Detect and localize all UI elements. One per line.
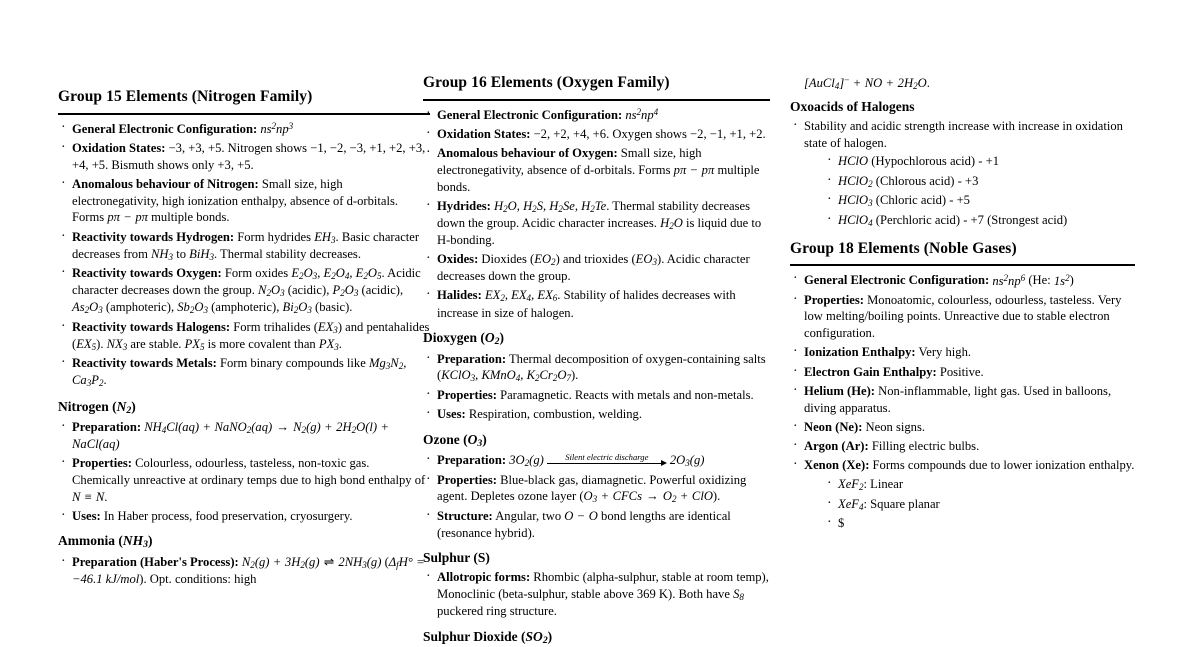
formula-haber-process: $N_2(g) + 3H_2(g)$ ⇌ $2NH_3(g)$ — [241, 554, 382, 570]
formula-ppi-bond: pπ − pπ — [107, 210, 148, 225]
list-item: · Electron Gain Enthalpy: Positive. — [790, 364, 1135, 381]
list-item — [824, 212, 1135, 229]
formula-ppi-bond-16: pπ − pπ — [673, 162, 715, 177]
formula-ozone-depletion: $O_3$ + CFCs → $O_2$ + ClO — [583, 489, 713, 505]
column-2 — [423, 0, 770, 646]
list-item: · Preparation: Thermal decomposition of oxygen-containing salts (KClO$_3$, KMnO$_4$, $K_2Cr_2O_7$). — [423, 351, 770, 385]
bullet-label: Argon (Ar): — [804, 439, 869, 454]
formula-oxygen-states: −2, −1, +1, +2 — [690, 126, 763, 141]
bullet-label: Reactivity towards Hydrogen: — [72, 229, 235, 244]
formula-hclo2: HClO$_2$ — [838, 173, 873, 189]
bullet-label: Properties: — [437, 387, 497, 402]
bullet-label: Uses: — [437, 407, 466, 422]
list-item: · Uses: Respiration, combustion, welding. — [423, 406, 770, 423]
bullet-label: Anomalous behaviour of Oxygen: — [437, 146, 618, 161]
list-item: · Reactivity towards Oxygen: Form oxides $E_2O_3$, $E_2O_4$, $E_2O_5$. Acidic character decreases down the group. $N_2O_3$ (acidic), $P_2O_3$ (acidic), $As_2O_3$ (amphoteric), $Sb_2O_3$ (amphoteric), $Bi_2O_3$ (basic). — [58, 265, 430, 316]
oxoacid-description: (Chloric acid) - +5 — [875, 193, 970, 208]
formula-xef2: XeF$_2$ — [838, 477, 864, 493]
formula-n2: $N_2$ — [116, 398, 132, 416]
formula-o2: $O_2$ — [484, 330, 500, 348]
formula-ex3: $EX_3$ — [317, 319, 338, 335]
subsection-heading-sulphur: Sulphur (S) — [423, 550, 490, 566]
bullet-label: Ionization Enthalpy: — [804, 345, 916, 360]
xenon-sub-list — [804, 476, 1135, 532]
formula-xef4: XeF$_4$ — [838, 496, 864, 512]
formula-eh3: $EH_3$ — [314, 229, 336, 245]
bullet-label: Oxidation States: — [437, 126, 531, 141]
list-item: · Allotropic forms: Rhombic (alpha-sulphur, stable at room temp), Monoclinic (beta-sulphur, stable above 369 K). Both have $S_8$ puckered ring structure. — [423, 569, 770, 620]
bullet-label: Preparation (Haber's Process): — [72, 554, 239, 569]
list-item: · Properties: Monoatomic, colourless, odourless, tasteless. Very low melting/boiling points. Unreactive due to stable electron configuration. — [790, 292, 1135, 342]
formula-nh3-title: $NH_3$ — [122, 533, 148, 551]
formula-general-config: $ns^2np^3$ — [260, 120, 294, 136]
formula-aucl4-fragment: [AuCl$_4$]− + NO + $2H_2O$ — [804, 75, 927, 92]
formula-he-config: $1s^2$ — [1053, 272, 1070, 288]
bullet-label: Oxidation States: — [72, 140, 166, 155]
list-item: · Halides: $EX_2$, $EX_4$, $EX_6$. Stability of halides decreases with increase in size of halogen. — [423, 287, 770, 321]
oxoacids-intro-text: Stability and acidic strength increase with increase in oxidation state of halogen. — [804, 119, 1123, 150]
list-item: · Preparation (Haber's Process): $N_2(g) + 3H_2(g)$ ⇌ $2NH_3(g) (\Delta_fH^\circ = -46.1$ kJ/mol). Opt. conditions: high — [58, 554, 430, 588]
list-item: · Properties: Colourless, odourless, tasteless, non-toxic gas. Chemically unreactive at ordinary temps due to high bond enthalpy of N ≡ N. — [58, 455, 430, 505]
oxoacid-description: (Perchloric acid) - +7 (Strongest acid) — [875, 212, 1068, 227]
ozone-bullet-list — [423, 452, 770, 541]
group18-bullet-list — [790, 271, 1135, 531]
section-heading-group15: Group 15 Elements (Nitrogen Family) — [58, 88, 430, 115]
subsection-heading-ozone: Ozone $(O_3)$ — [423, 431, 487, 449]
formula-hclo4: HClO$_4$ — [838, 212, 873, 228]
formula-o-o-bond: O − O — [564, 508, 598, 523]
bullet-label: Helium (He): — [804, 383, 875, 398]
section-heading-group18: Group 18 Elements (Noble Gases) — [790, 240, 1135, 267]
oxoacid-description: (Chlorous acid) - +3 — [875, 173, 979, 188]
arrow-glyph — [547, 462, 667, 469]
formula-bi2o3: $Bi_2O_3$ — [282, 300, 312, 316]
bullet-label: Reactivity towards Metals: — [72, 356, 217, 371]
xenon-shape: : Square planar — [863, 496, 940, 511]
list-item: · Structure: Angular, two O − O bond lengths are identical (resonance hybrid). — [423, 508, 770, 541]
list-item — [824, 153, 1135, 170]
formula-s8: $S_8$ — [733, 586, 744, 602]
list-item: · Reactivity towards Halogens: Form trihalides $(EX_3)$ and pentahalides $(EX_5)$. $NX_3$ are stable. $PX_5$ is more covalent than $PX_3$. — [58, 319, 430, 353]
bullet-label: Xenon (Xe): — [804, 458, 870, 473]
formula-enthalpy: $\Delta_fH^\circ = -46.1$ kJ/mol — [72, 554, 425, 586]
formula-h2o: $H_2O$ — [660, 215, 683, 231]
sulphur-bullet-list — [423, 569, 770, 620]
subsection-heading-dioxygen: Dioxygen $(O_2)$ — [423, 330, 504, 348]
subsection-heading-nitrogen: Nitrogen $(N_2)$ — [58, 398, 136, 416]
formula-oxidation-states: −3, +3, +5 — [168, 140, 222, 155]
list-item — [824, 515, 1135, 532]
bullet-label: Anomalous behaviour of Nitrogen: — [72, 176, 259, 191]
formula-bismuth-states: +3, +5 — [217, 157, 251, 172]
list-item: · Anomalous behaviour of Oxygen: Small size, high electronegativity, absence of d-orbitals. Forms pπ − pπ multiple bonds. — [423, 145, 770, 195]
group16-bullet-list — [423, 106, 770, 322]
bullet-label: General Electronic Configuration: — [437, 107, 623, 122]
bullet-label: Oxides: — [437, 252, 479, 267]
formula-ozone-product: $2O_3(g)$ — [669, 453, 705, 468]
bullet-label: Preparation: — [437, 453, 507, 468]
list-item: · Helium (He): Non-inflammable, light gas. Used in balloons, diving apparatus. — [790, 383, 1135, 416]
formula-eo3: $EO_3$ — [635, 252, 657, 268]
list-item: · Properties: Blue-black gas, diamagnetic. Powerful oxidizing agent. Depletes ozone layer ($O_3$ + CFCs → $O_2 + ClO$). — [423, 472, 770, 506]
formula-p2o3: $P_2O_3$ — [332, 283, 359, 299]
list-item — [824, 496, 1135, 513]
list-item — [58, 120, 430, 138]
bullet-label: Reactivity towards Oxygen: — [72, 266, 222, 281]
bullet-label: Uses: — [72, 508, 101, 523]
bullet-label: Reactivity towards Halogens: — [72, 319, 231, 334]
xenon-shape: : Linear — [863, 477, 904, 492]
oxoacids-bullet-list — [790, 118, 1135, 229]
unrendered-math-token: $ — [838, 516, 845, 531]
formula-hclo3: HClO$_3$ — [838, 193, 873, 209]
bullet-label: Allotropic forms: — [437, 570, 531, 585]
bullet-label: Structure: — [437, 508, 493, 523]
oxoacid-description: (Hypochlorous acid) - +1 — [871, 154, 1000, 169]
list-item: · Neon (Ne): Neon signs. — [790, 419, 1135, 436]
section-heading-group16: Group 16 Elements (Oxygen Family) — [423, 74, 770, 101]
formula-hydrides-16: $H_2O$, $H_2S$, $H_2Se$, $H_2Te$ — [494, 198, 607, 214]
ammonia-bullet-list — [58, 554, 430, 588]
formula-so2: $SO_2$ — [525, 628, 548, 646]
list-item — [824, 192, 1135, 209]
list-item: · Oxides: Dioxides $(EO_2)$ and trioxides $(EO_3)$. Acidic character decreases down the group. — [423, 251, 770, 285]
list-item: · Oxidation States: −2, +2, +4, +6. Oxygen shows −2, −1, +1, +2. — [423, 126, 770, 143]
list-item: · Anomalous behaviour of Nitrogen: Small size, high electronegativity, high ionization enthalpy, absence of d-orbitals. Forms pπ − pπ multiple bonds. — [58, 176, 430, 226]
formula-eo2: $EO_2$ — [534, 252, 556, 268]
list-item: · General Electronic Configuration: $ns^2np^6$ (He: $1s^2$) — [790, 271, 1135, 289]
nitrogen-bullet-list — [58, 419, 430, 525]
list-item: · Reactivity towards Hydrogen: Form hydrides $EH_3$. Basic character decreases from $NH_3$ to BiH$_3$. Thermal stability decreases. — [58, 229, 430, 263]
group15-bullet-list — [58, 120, 430, 390]
bullet-label: Electron Gain Enthalpy: — [804, 364, 937, 379]
continued-equation-fragment: [AuCl$_4$]− + NO + $2H_2O$. — [804, 75, 930, 92]
formula-nx3: $NX_3$ — [106, 336, 128, 352]
bullet-label: General Electronic Configuration: — [804, 273, 990, 288]
formula-oxygen-salts: KClO$_3$, KMnO$_4$, $K_2Cr_2O_7$ — [441, 368, 571, 384]
dioxygen-bullet-list — [423, 351, 770, 423]
formula-ozone-reactant: $3O_2(g)$ — [509, 453, 544, 468]
subsection-heading-ammonia: Ammonia $(NH_3)$ — [58, 533, 153, 551]
formula-halides-16: $EX_2$, $EX_4$, $EX_6$ — [484, 288, 558, 304]
bullet-label: Hydrides: — [437, 198, 491, 213]
formula-n-triple-n: N ≡ N — [72, 489, 105, 504]
list-item: · Ionization Enthalpy: Very high. — [790, 344, 1135, 361]
bullet-label: Properties: — [437, 472, 497, 487]
list-item — [790, 118, 1135, 229]
formula-px5: $PX_5$ — [184, 336, 205, 352]
list-item — [423, 106, 770, 124]
bullet-label: Properties: — [72, 456, 132, 471]
subsection-heading-oxoacids: Oxoacids of Halogens — [790, 99, 915, 115]
list-item: · Reactivity towards Metals: Form binary compounds like $Mg_3N_2$, $Ca_3P_2$. — [58, 355, 430, 389]
bullet-label: Halides: — [437, 288, 482, 303]
oxoacids-sub-list — [804, 153, 1135, 228]
bullet-label: Neon (Ne): — [804, 419, 863, 434]
formula-nh3: $NH_3$ — [151, 246, 174, 262]
formula-general-config-18: $ns^2np^6$ — [992, 272, 1026, 288]
subsection-heading-sulphur-dioxide: Sulphur Dioxide $(SO_2)$ — [423, 628, 553, 646]
formula-n2o3: $N_2O_3$ — [258, 283, 285, 299]
list-item — [824, 476, 1135, 493]
list-item — [423, 452, 770, 469]
list-item: · Argon (Ar): Filling electric bulbs. — [790, 438, 1135, 455]
bullet-label: Preparation: — [72, 419, 142, 434]
list-item — [58, 419, 430, 453]
column-3 — [790, 0, 1135, 626]
formula-mg3n2-ca3p2: $Mg_3N_2$, $Ca_3P_2$ — [72, 356, 407, 389]
reaction-arrow — [547, 453, 667, 469]
list-item: · Properties: Paramagnetic. Reacts with metals and non-metals. — [423, 387, 770, 404]
formula-sb2o3: $Sb_2O_3$ — [177, 300, 209, 316]
bullet-label: Properties: — [804, 292, 864, 307]
formula-nitrogen-states: −1, −2, −3, +1, +2, +3, +4, +5 — [72, 140, 426, 172]
formula-px3: $PX_3$ — [318, 336, 339, 352]
formula-hclo: HClO — [838, 154, 869, 169]
list-item: · Uses: In Haber process, food preservation, cryosurgery. — [58, 508, 430, 525]
list-item: · Oxidation States: −3, +3, +5. Nitrogen shows −1, −2, −3, +1, +2, +3, +4, +5. Bismuth shows only +3, +5. — [58, 140, 430, 173]
reaction-condition-label: Silent electric discharge — [565, 452, 649, 463]
bullet-label: General Electronic Configuration: — [72, 121, 258, 136]
formula-bih3: BiH$_3$ — [189, 246, 214, 262]
formula-ex5: $EX_5$ — [76, 336, 97, 352]
formula-oxidation-states-16: −2, +2, +4, +6 — [533, 126, 607, 141]
list-item: · Hydrides: $H_2O$, $H_2S$, $H_2Se$, $H_2Te$. Thermal stability decreases down the group. Acidic character increases. $H_2O$ is liquid due to H-bonding. — [423, 198, 770, 249]
list-item — [824, 173, 1135, 190]
list-item: · Xenon (Xe): Forms compounds due to lower ionization enthalpy. · XeF$_2$: Linear · XeF$_4$: Square planar · $ — [790, 457, 1135, 532]
formula-oxides-series: $E_2O_3$, $E_2O_4$, $E_2O_5$ — [291, 266, 382, 282]
formula-as2o3: $As_2O_3$ — [72, 300, 103, 316]
bullet-label: Preparation: — [437, 351, 507, 366]
column-1 — [58, 0, 430, 626]
formula-general-config-16: $ns^2np^4$ — [625, 106, 659, 122]
formula-n2-preparation: $NH_4Cl(aq)$ + NaNO$_2$(aq) → $N_2(g) + 2H_2O(l)$ + NaCl(aq) — [72, 419, 389, 451]
formula-o3: $O_3$ — [467, 431, 483, 449]
